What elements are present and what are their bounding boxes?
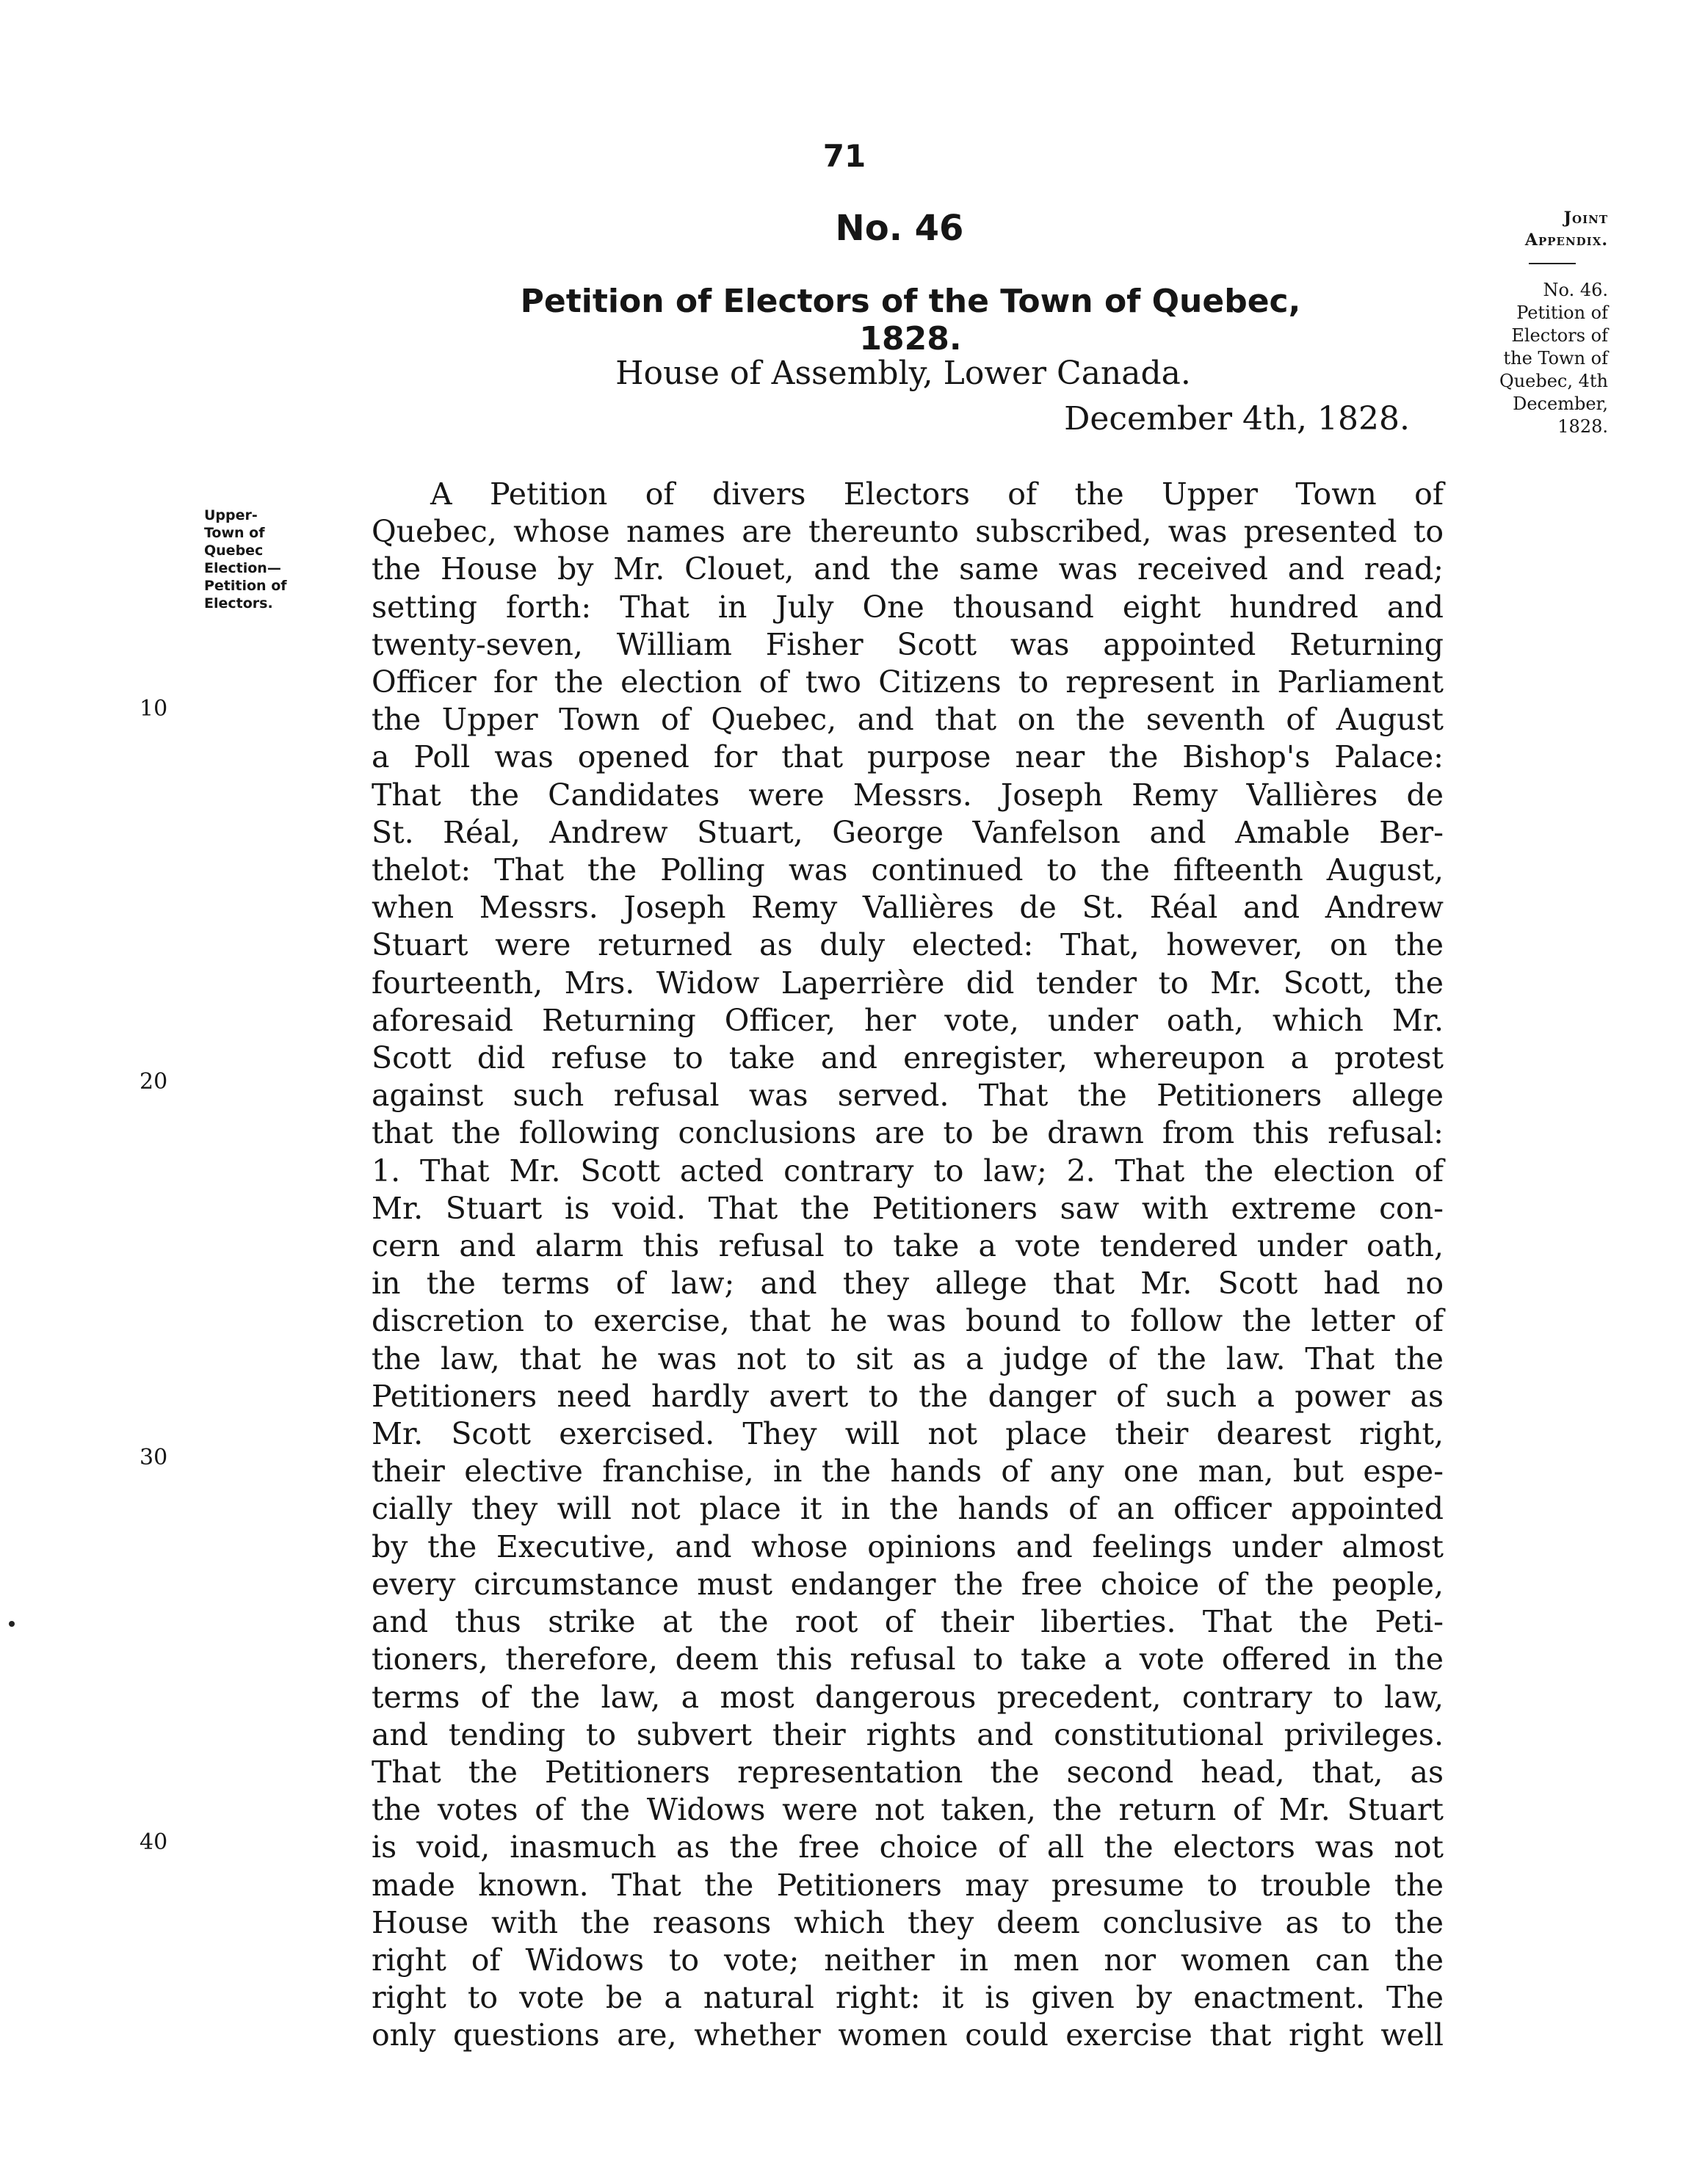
appendix-heading-line: Joint: [1563, 208, 1608, 228]
body-line: in the terms of law; and they allege that Mr. Scott had no: [372, 1266, 1444, 1302]
body-line: fourteenth, Mrs. Widow Laperrière did tender to Mr. Scott, the: [372, 965, 1444, 1001]
body-line: aforesaid Returning Officer, her vote, under oath, which Mr.: [372, 1002, 1444, 1038]
body-line: cially they will not place it in the hands of an officer appointed: [372, 1491, 1444, 1527]
body-line: tioners, therefore, deem this refusal to take a vote offered in the: [372, 1641, 1444, 1677]
body-line: the House by Mr. Clouet, and the same was received and read;: [372, 551, 1444, 587]
appendix-heading: [1469, 207, 1608, 251]
body-line: That the Candidates were Messrs. Joseph Remy Vallières de: [372, 777, 1444, 813]
document-number: No. 46: [835, 208, 964, 249]
side-note-line: Petition of: [204, 578, 287, 594]
side-note: [204, 507, 336, 612]
document-title: Petition of Electors of the Town of Quebec, 1828.: [520, 283, 1301, 358]
page-number: 71: [822, 138, 866, 174]
line-number: 20: [140, 1069, 168, 1095]
body-line: the Upper Town of Quebec, and that on the seventh of August: [372, 702, 1444, 738]
side-note-line: Upper-: [204, 507, 258, 523]
appendix-divider: [1529, 263, 1576, 264]
appendix-note-line: 1828.: [1557, 416, 1608, 437]
body-line: when Messrs. Joseph Remy Vallières de St. Réal and Andrew: [372, 890, 1444, 926]
body-line: thelot: That the Polling was continued to the fifteenth August,: [372, 852, 1444, 888]
body-line: Petitioners need hardly avert to the danger of such a power as: [372, 1378, 1444, 1414]
body-line: Quebec, whose names are thereunto subscribed, was presented to: [372, 514, 1444, 550]
appendix-note-line: Electors of: [1511, 325, 1608, 346]
margin-speck: [9, 1621, 15, 1627]
body-line: Mr. Stuart is void. That the Petitioners saw with extreme con-: [372, 1190, 1444, 1226]
body-line: discretion to exercise, that he was bound to follow the letter of: [372, 1303, 1444, 1339]
body-line: only questions are, whether women could exercise that right well: [372, 2017, 1444, 2053]
body-line: setting forth: That in July One thousand eight hundred and: [372, 589, 1444, 625]
body-line: the votes of the Widows were not taken, the return of Mr. Stuart: [372, 1792, 1444, 1828]
body-line: a Poll was opened for that purpose near the Bishop's Palace:: [372, 739, 1444, 775]
body-line: made known. That the Petitioners may presume to trouble the: [372, 1867, 1444, 1903]
body-line: Officer for the election of two Citizens to represent in Parliament: [372, 664, 1444, 700]
body-line: that the following conclusions are to be drawn from this refusal:: [372, 1115, 1444, 1151]
body-line: right of Widows to vote; neither in men nor women can the: [372, 1942, 1444, 1978]
body-line: against such refusal was served. That the Petitioners allege: [372, 1078, 1444, 1114]
appendix-note: [1439, 279, 1608, 438]
body-line: every circumstance must endanger the free choice of the people,: [372, 1566, 1444, 1602]
body-line: terms of the law, a most dangerous precedent, contrary to law,: [372, 1679, 1444, 1715]
body-line: A Petition of divers Electors of the Upper Town of: [430, 476, 1444, 512]
body-line: the law, that he was not to sit as a judge of the law. That the: [372, 1340, 1444, 1376]
body-line: and tending to subvert their rights and constitutional privileges.: [372, 1716, 1444, 1752]
appendix-note-line: Petition of: [1516, 302, 1608, 323]
appendix-heading-line: Appendix.: [1524, 231, 1608, 250]
body-line: 1. That Mr. Scott acted contrary to law; 2. That the election of: [372, 1153, 1444, 1189]
appendix-note-line: No. 46.: [1543, 280, 1608, 300]
body-line: Scott did refuse to take and enregister, whereupon a protest: [372, 1040, 1444, 1076]
body-line: House with the reasons which they deem conclusive as to the: [372, 1904, 1444, 1940]
body-line: is void, inasmuch as the free choice of all the electors was not: [372, 1829, 1444, 1865]
petition-body: [372, 476, 1444, 2055]
body-line: right to vote be a natural right: it is given by enactment. The: [372, 1980, 1444, 2016]
house-line: House of Assembly, Lower Canada.: [615, 355, 1191, 392]
side-note-line: Quebec: [204, 543, 264, 559]
body-line: St. Réal, Andrew Stuart, George Vanfelson and Amable Ber-: [372, 814, 1444, 850]
body-line: twenty-seven, William Fisher Scott was appointed Returning: [372, 626, 1444, 662]
body-line: Mr. Scott exercised. They will not place their dearest right,: [372, 1416, 1444, 1452]
line-number: 10: [140, 696, 168, 722]
appendix-note-line: December,: [1513, 393, 1608, 414]
body-line: their elective franchise, in the hands of any one man, but espe-: [372, 1454, 1444, 1490]
side-note-line: Electors.: [204, 595, 273, 612]
body-line: That the Petitioners representation the second head, that, as: [372, 1754, 1444, 1790]
date-line: December 4th, 1828.: [1064, 400, 1410, 438]
body-line: by the Executive, and whose opinions and feelings under almost: [372, 1528, 1444, 1564]
body-line: and thus strike at the root of their liberties. That the Peti-: [372, 1604, 1444, 1640]
line-number: 30: [140, 1445, 168, 1470]
body-line: Stuart were returned as duly elected: That, however, on the: [372, 927, 1444, 963]
side-note-line: Election—: [204, 560, 281, 576]
appendix-note-line: the Town of: [1503, 348, 1608, 369]
appendix-note-line: Quebec, 4th: [1499, 371, 1608, 391]
side-note-line: Town of: [204, 525, 265, 541]
body-line: cern and alarm this refusal to take a vote tendered under oath,: [372, 1228, 1444, 1264]
line-number: 40: [140, 1829, 168, 1855]
